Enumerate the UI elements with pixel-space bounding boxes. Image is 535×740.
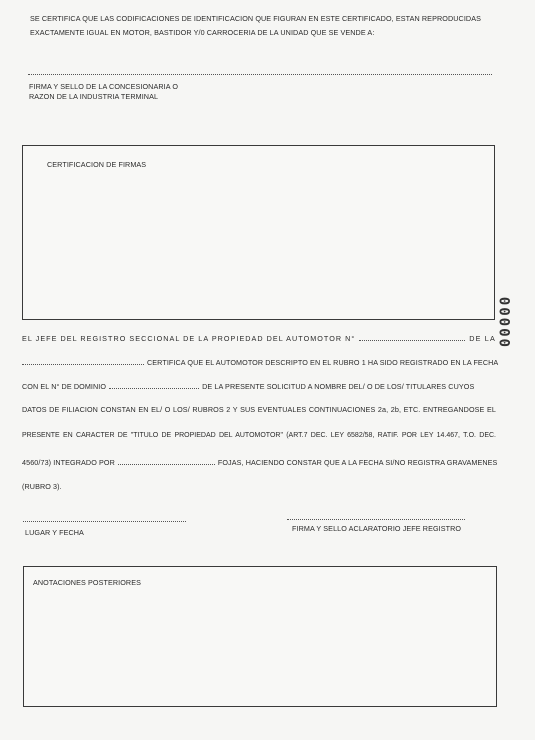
registry-line-3 (22, 381, 496, 392)
registry-line-2 (22, 357, 499, 368)
dealer-signature-label-2: RAZON DE LA INDUSTRIA TERMINAL (29, 92, 159, 101)
registry-line-1 (22, 333, 496, 344)
domain-number-blank (109, 381, 199, 389)
annotations-title: ANOTACIONES POSTERIORES (33, 578, 141, 587)
buyer-signature-line (28, 74, 492, 75)
serial-number: 00000 (498, 294, 514, 347)
registry-line-6 (22, 457, 496, 468)
header-line-1: SE CERTIFICA QUE LAS CODIFICACIONES DE IDENTIFICACION QUE FIGURAN EN ESTE CERTIFICADO, ESTAN REPRODUCIDAS (30, 14, 481, 23)
registry-line-6-text: 4560/73) INTEGRADO POR (22, 458, 115, 467)
registry-line-1-text: EL JEFE DEL REGISTRO SECCIONAL DE LA PROPIEDAD DEL AUTOMOTOR N° (22, 334, 356, 343)
registry-line-4: DATOS DE FILIACION CONSTAN EN EL/ O LOS/ RUBROS 2 Y SUS EVENTUALES CONTINUACIONES 2a, 2b, ETC. ENTREGANDOSE EL (22, 405, 496, 414)
pages-count-blank (118, 457, 215, 465)
signatures-certification-title: CERTIFICACION DE FIRMAS (47, 160, 147, 169)
registry-number-blank (359, 333, 465, 341)
header-line-2: EXACTAMENTE IGUAL EN MOTOR, BASTIDOR Y/0 CARROCERIA DE LA UNIDAD QUE SE VENDE A: (30, 28, 375, 37)
registry-line-7: (RUBRO 3). (22, 482, 62, 491)
registry-line-5: PRESENTE EN CARACTER DE "TITULO DE PROPIEDAD DEL AUTOMOTOR" (ART.7 DEC. LEY 6582/58, RATIF. POR LEY 14.467, T.O. DEC. (22, 432, 496, 439)
registry-name-blank (22, 357, 144, 365)
signatures-certification-box (22, 145, 495, 320)
dealer-signature-label-1: FIRMA Y SELLO DE LA CONCESIONARIA O (29, 82, 179, 91)
registry-line-3-text: CON EL N° DE DOMINIO (22, 382, 107, 391)
registrar-signature-label: FIRMA Y SELLO ACLARATORIO JEFE REGISTRO (292, 524, 462, 533)
registrar-signature-line (287, 519, 465, 520)
registry-line-3-end: DE LA PRESENTE SOLICITUD A NOMBRE DEL/ O DE LOS/ TITULARES CUYOS (202, 382, 475, 391)
place-date-line (23, 521, 186, 522)
registry-line-1-end: DE LA (469, 334, 496, 343)
registry-line-6-end: FOJAS, HACIENDO CONSTAR QUE A LA FECHA SI/NO REGISTRA GRAVAMENES (217, 458, 498, 467)
registry-line-2-text: CERTIFICA QUE EL AUTOMOTOR DESCRIPTO EN EL RUBRO 1 HA SIDO REGISTRADO EN LA FECHA (147, 358, 499, 367)
annotations-box (23, 566, 497, 707)
place-date-label: LUGAR Y FECHA (25, 528, 84, 537)
